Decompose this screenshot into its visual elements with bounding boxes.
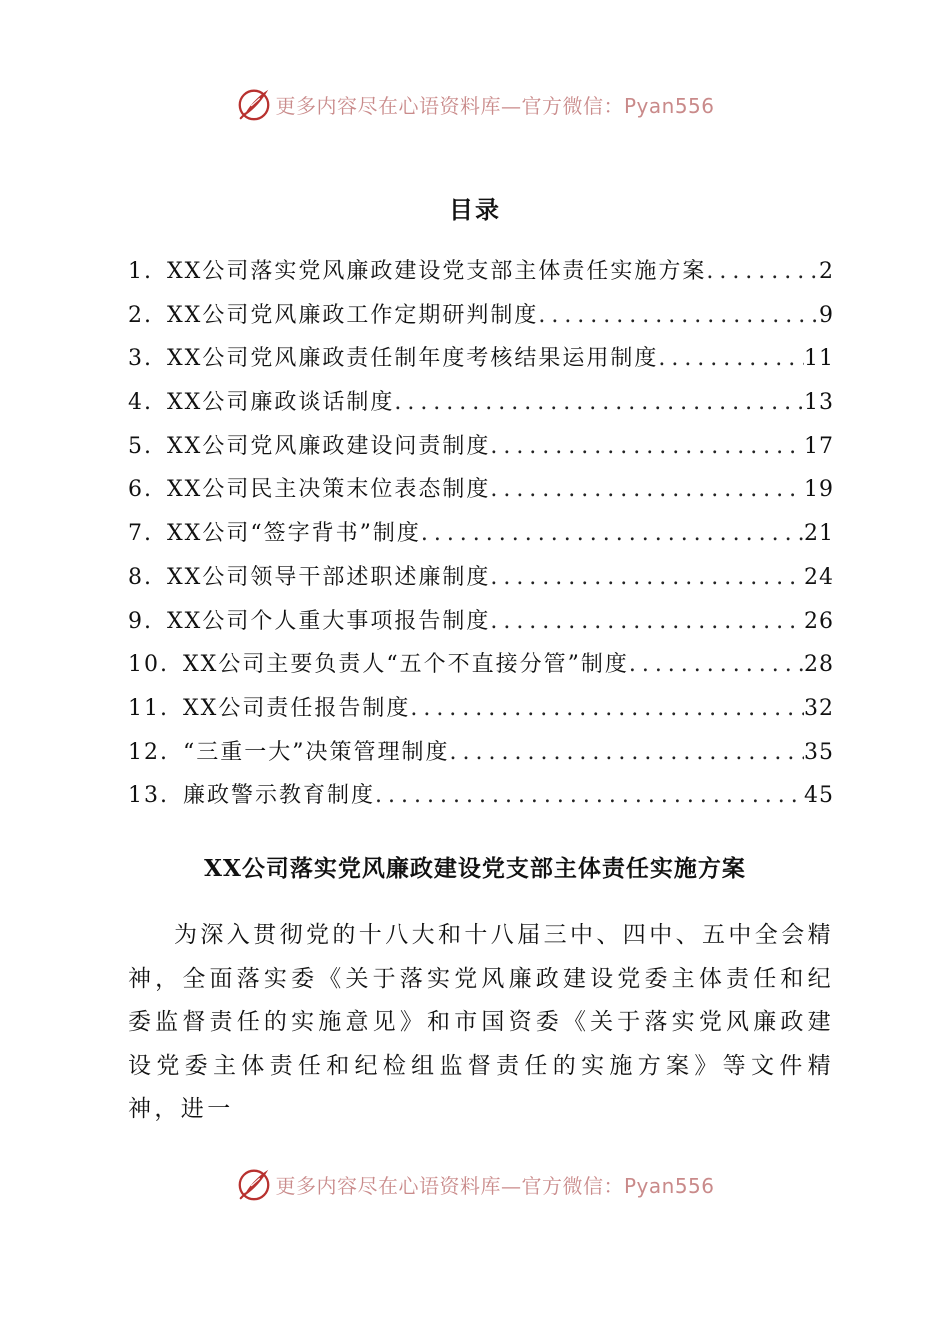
toc-item-number: 12. bbox=[128, 739, 169, 765]
toc-item-number: 10. bbox=[128, 652, 169, 678]
quill-pen-icon bbox=[235, 1165, 273, 1203]
toc-dot-leader bbox=[394, 390, 804, 415]
toc-item-number: 6. bbox=[128, 477, 153, 503]
toc-item-number: 11. bbox=[128, 695, 169, 721]
toc-item-label: XX公司党风廉政责任制年度考核结果运用制度 bbox=[167, 346, 659, 372]
footer-banner bbox=[0, 1162, 950, 1206]
toc-item-label: XX公司党风廉政工作定期研判制度 bbox=[167, 302, 539, 328]
toc-item-number: 1. bbox=[128, 259, 153, 284]
toc-dot-leader bbox=[450, 740, 805, 765]
toc-item[interactable] bbox=[128, 472, 834, 516]
document-title: XX公司落实党风廉政建设党支部主体责任实施方案 bbox=[204, 855, 746, 882]
toc-item-number: 4. bbox=[128, 390, 153, 416]
toc-item-label: XX公司领导干部述职述廉制度 bbox=[167, 564, 491, 590]
toc-item-label: XX公司责任报告制度 bbox=[183, 695, 411, 721]
toc-item[interactable] bbox=[128, 298, 834, 342]
toc-dot-leader bbox=[490, 609, 804, 634]
toc-item-page: 32 bbox=[804, 695, 834, 721]
toc-item-page: 13 bbox=[804, 390, 834, 416]
toc-item-label: XX公司个人重大事项报告制度 bbox=[167, 608, 491, 634]
toc-dot-leader bbox=[410, 696, 804, 721]
banner-text: 更多内容尽在心语资料库—官方微信：Pyan556 bbox=[275, 93, 715, 118]
toc-item[interactable] bbox=[128, 604, 834, 648]
toc-item[interactable] bbox=[128, 647, 834, 691]
toc-item-page: 21 bbox=[804, 521, 834, 547]
toc-item-label: XX公司主要负责人“五个不直接分管”制度 bbox=[183, 652, 629, 678]
toc-item-number: 2. bbox=[128, 302, 153, 328]
toc-item-number: 8. bbox=[128, 564, 153, 590]
toc-item-page: 19 bbox=[804, 477, 834, 503]
toc-item-label: “三重一大”决策管理制度 bbox=[183, 739, 450, 765]
toc-dot-leader bbox=[375, 783, 804, 808]
toc-item-number: 7. bbox=[128, 521, 153, 547]
body-paragraph: 为深入贯彻党的十八大和十八届三中、四中、五中全会精神，全面落实委《关于落实党风廉政建设党委主体责任和纪委监督责任的实施意见》和市国资委《关于落实党风廉政建设党委主体责任和纪检组监督责任的实施方案》等文件精神，进一 bbox=[128, 922, 834, 1122]
toc-item[interactable] bbox=[128, 385, 834, 429]
toc-item-label: XX公司廉政谈话制度 bbox=[167, 390, 395, 416]
toc-item[interactable] bbox=[128, 560, 834, 604]
toc-dot-leader bbox=[421, 521, 804, 546]
toc-dot-leader bbox=[629, 652, 804, 677]
toc-item[interactable] bbox=[128, 429, 834, 473]
table-of-contents bbox=[128, 254, 834, 822]
toc-item-number: 9. bbox=[128, 608, 153, 634]
toc-dot-leader bbox=[490, 434, 804, 459]
toc-title: 目录 bbox=[449, 195, 501, 224]
toc-dot-leader bbox=[658, 346, 804, 371]
toc-item[interactable] bbox=[128, 341, 834, 385]
toc-item-page: 11 bbox=[804, 346, 834, 372]
toc-dot-leader bbox=[490, 477, 804, 502]
quill-pen-icon bbox=[235, 85, 273, 123]
toc-item[interactable] bbox=[128, 516, 834, 560]
toc-item-page: 17 bbox=[804, 433, 834, 459]
toc-item[interactable] bbox=[128, 254, 834, 298]
banner-text: 更多内容尽在心语资料库—官方微信：Pyan556 bbox=[275, 1173, 715, 1198]
toc-item-number: 3. bbox=[128, 346, 153, 372]
toc-dot-leader bbox=[706, 259, 819, 284]
header-banner bbox=[0, 82, 950, 126]
toc-item-page: 28 bbox=[804, 652, 834, 678]
toc-item[interactable] bbox=[128, 778, 834, 822]
toc-item-number: 5. bbox=[128, 433, 153, 459]
toc-item-label: XX公司“签字背书”制度 bbox=[167, 521, 421, 547]
toc-item-page: 9 bbox=[819, 302, 834, 328]
toc-item-page: 26 bbox=[804, 608, 834, 634]
toc-item-label: XX公司落实党风廉政建设党支部主体责任实施方案 bbox=[167, 259, 707, 284]
toc-item[interactable] bbox=[128, 735, 834, 779]
toc-item-label: XX公司民主决策末位表态制度 bbox=[167, 477, 491, 503]
wechat-id: Pyan556 bbox=[623, 1173, 715, 1198]
toc-dot-leader bbox=[538, 303, 819, 328]
toc-item-number: 13. bbox=[128, 783, 169, 809]
toc-item-page: 35 bbox=[804, 739, 834, 765]
toc-item-label: 廉政警示教育制度 bbox=[183, 783, 376, 809]
toc-dot-leader bbox=[490, 565, 804, 590]
toc-item-page: 24 bbox=[804, 564, 834, 590]
wechat-id: Pyan556 bbox=[623, 93, 715, 118]
toc-item-page: 45 bbox=[804, 783, 834, 809]
toc-item-label: XX公司党风廉政建设问责制度 bbox=[167, 433, 491, 459]
toc-item[interactable] bbox=[128, 691, 834, 735]
toc-item-page: 2 bbox=[819, 259, 834, 284]
